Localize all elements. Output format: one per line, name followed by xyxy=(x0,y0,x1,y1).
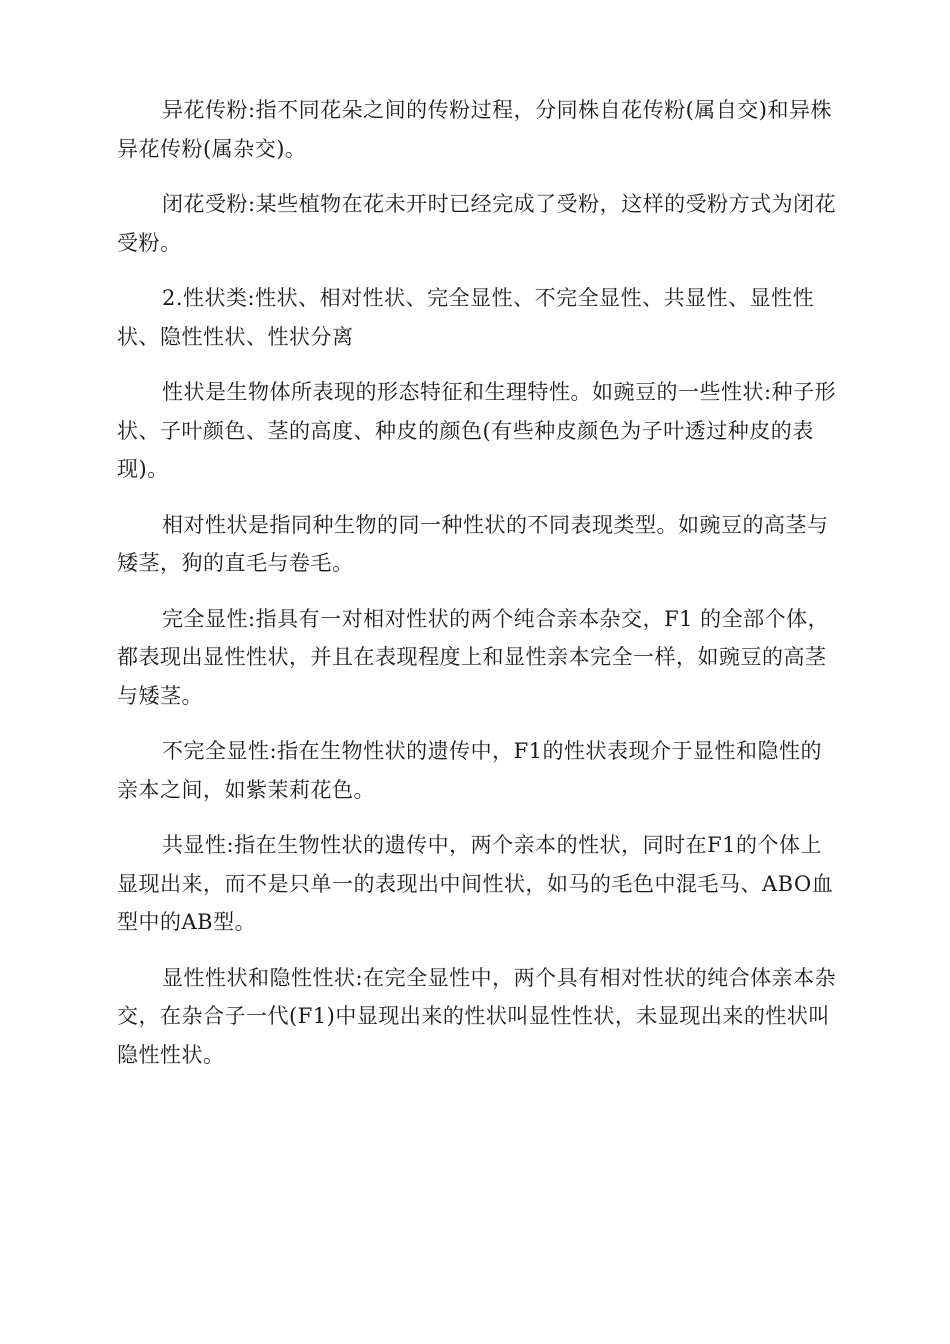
paragraph-cross-pollination: 异花传粉:指不同花朵之间的传粉过程，分同株自花传粉(属自交)和异株异花传粉(属杂交)。 xyxy=(117,98,832,161)
paragraph-relative-trait: 相对性状是指同种生物的同一种性状的不同表现类型。如豌豆的高茎与矮茎，狗的直毛与卷毛。 xyxy=(117,512,829,575)
paragraph-complete-dominance: 完全显性:指具有一对相对性状的两个纯合亲本杂交，F1 的全部个体，都表现出显性性状，并且在表现程度上和显性亲本完全一样，如豌豆的高茎与矮茎。 xyxy=(117,606,830,708)
paragraph-codominance: 共显性:指在生物性状的遗传中，两个亲本的性状，同时在F1的个体上显现出来，而不是只单一的表现出中间性状，如马的毛色中混毛马、ABO血型中的AB型。 xyxy=(117,833,834,934)
paragraph-trait-categories: 2.性状类:性状、相对性状、完全显性、不完全显性、共显性、显性性状、隐性性状、性状分离 xyxy=(117,286,815,349)
paragraph-trait-definition: 性状是生物体所表现的形态特征和生理特性。如豌豆的一些性状:种子形状、子叶颜色、茎的高度、种皮的颜色(有些种皮颜色为子叶透过种皮的表现)。 xyxy=(117,380,837,481)
document-page xyxy=(117,91,837,1091)
paragraph-dominant-recessive: 显性性状和隐性性状:在完全显性中，两个具有相对性状的纯合体亲本杂交，在杂合子一代(F1)中显现出来的性状叫显性性状，未显现出来的性状叫隐性性状。 xyxy=(117,965,837,1067)
paragraph-incomplete-dominance: 不完全显性:指在生物性状的遗传中，F1的性状表现介于显性和隐性的亲本之间，如紫茉莉花色。 xyxy=(117,739,823,802)
paragraph-cleistogamy: 闭花受粉:某些植物在花未开时已经完成了受粉，这样的受粉方式为闭花受粉。 xyxy=(117,192,837,255)
